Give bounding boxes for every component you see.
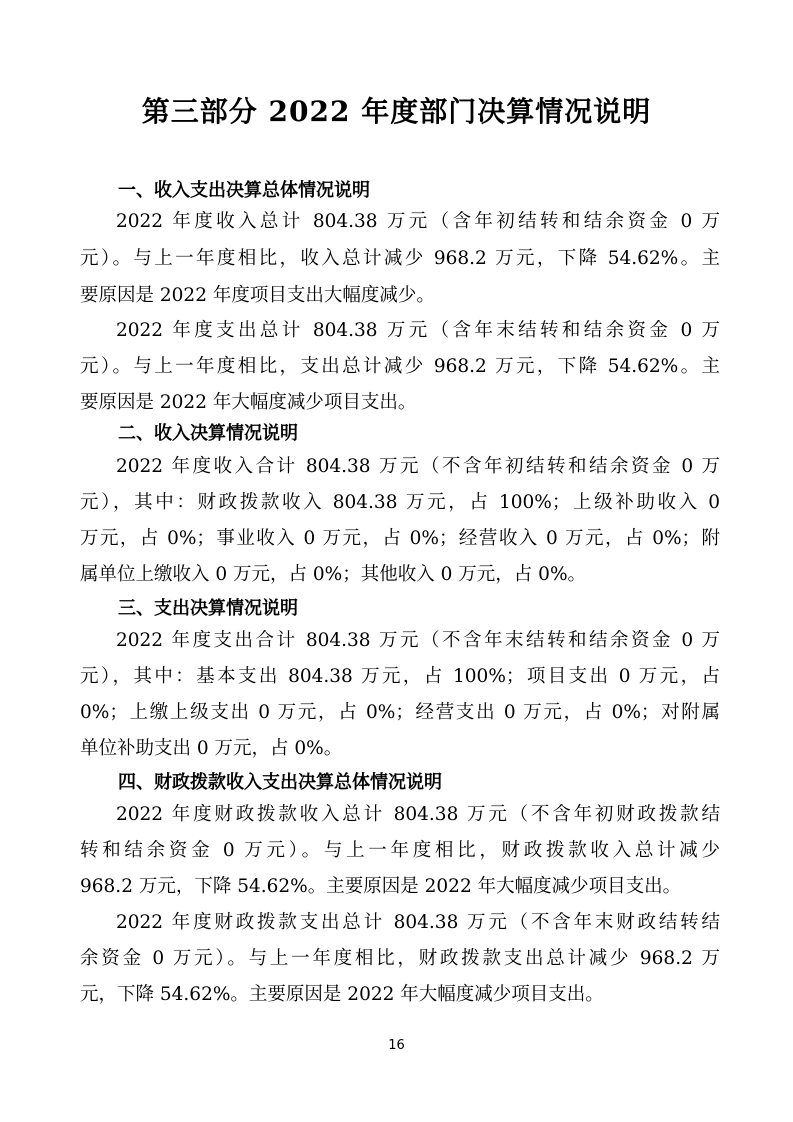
- section-heading: 三、支出决算情况说明: [118, 598, 298, 619]
- paragraph-line: 元，下降 54.62%。主要原因是 2022 年大幅度减少项目支出。: [80, 984, 604, 1005]
- paragraph-line: 转和结余资金 0 万元）。与上一年度相比，财政拨款收入总计减少: [80, 840, 720, 861]
- section-heading: 二、收入决算情况说明: [118, 423, 298, 444]
- paragraph-line: 2022 年度财政拨款支出总计 804.38 万元（不含年末财政结转结: [116, 912, 720, 933]
- paragraph-line: 元），其中：财政拨款收入 804.38 万元，占 100%；上级补助收入 0: [80, 492, 720, 513]
- paragraph-line: 万元，占 0%；事业收入 0 万元，占 0%；经营收入 0 万元，占 0%；附: [80, 528, 720, 549]
- paragraph-line: 余资金 0 万元）。与上一年度相比，财政拨款支出总计减少 968.2 万: [80, 948, 720, 969]
- section-heading: 一、收入支出决算总体情况说明: [118, 180, 370, 201]
- paragraph-line: 2022 年度支出总计 804.38 万元（含年末结转和结余资金 0 万: [116, 320, 720, 341]
- paragraph-line: 单位补助支出 0 万元，占 0%。: [80, 738, 343, 759]
- paragraph-line: 属单位上缴收入 0 万元，占 0%；其他收入 0 万元，占 0%。: [80, 564, 587, 585]
- paragraph-line: 要原因是 2022 年度项目支出大幅度减少。: [80, 285, 435, 306]
- page-number: 16: [388, 1038, 405, 1053]
- paragraph-line: 0%；上缴上级支出 0 万元，占 0%；经营支出 0 万元，占 0%；对附属: [80, 702, 720, 723]
- paragraph-line: 元），其中：基本支出 804.38 万元，占 100%；项目支出 0 万元，占: [80, 666, 720, 687]
- paragraph-line: 2022 年度支出合计 804.38 万元（不含年末结转和结余资金 0 万: [116, 630, 720, 651]
- section-heading: 四、财政拨款收入支出决算总体情况说明: [118, 772, 442, 793]
- paragraph-line: 元）。与上一年度相比，收入总计减少 968.2 万元，下降 54.62%。主: [80, 248, 720, 269]
- paragraph-line: 2022 年度财政拨款收入总计 804.38 万元（不含年初财政拨款结: [116, 804, 720, 825]
- paragraph-line: 要原因是 2022 年大幅度减少项目支出。: [80, 392, 417, 413]
- paragraph-line: 968.2 万元，下降 54.62%。主要原因是 2022 年大幅度减少项目支出。: [80, 876, 682, 897]
- page-title: 第三部分 2022 年度部门决算情况说明: [141, 95, 652, 128]
- paragraph-line: 2022 年度收入总计 804.38 万元（含年初结转和结余资金 0 万: [116, 211, 720, 232]
- paragraph-line: 2022 年度收入合计 804.38 万元（不含年初结转和结余资金 0 万: [116, 456, 720, 477]
- paragraph-line: 元）。与上一年度相比，支出总计减少 968.2 万元，下降 54.62%。主: [80, 356, 720, 377]
